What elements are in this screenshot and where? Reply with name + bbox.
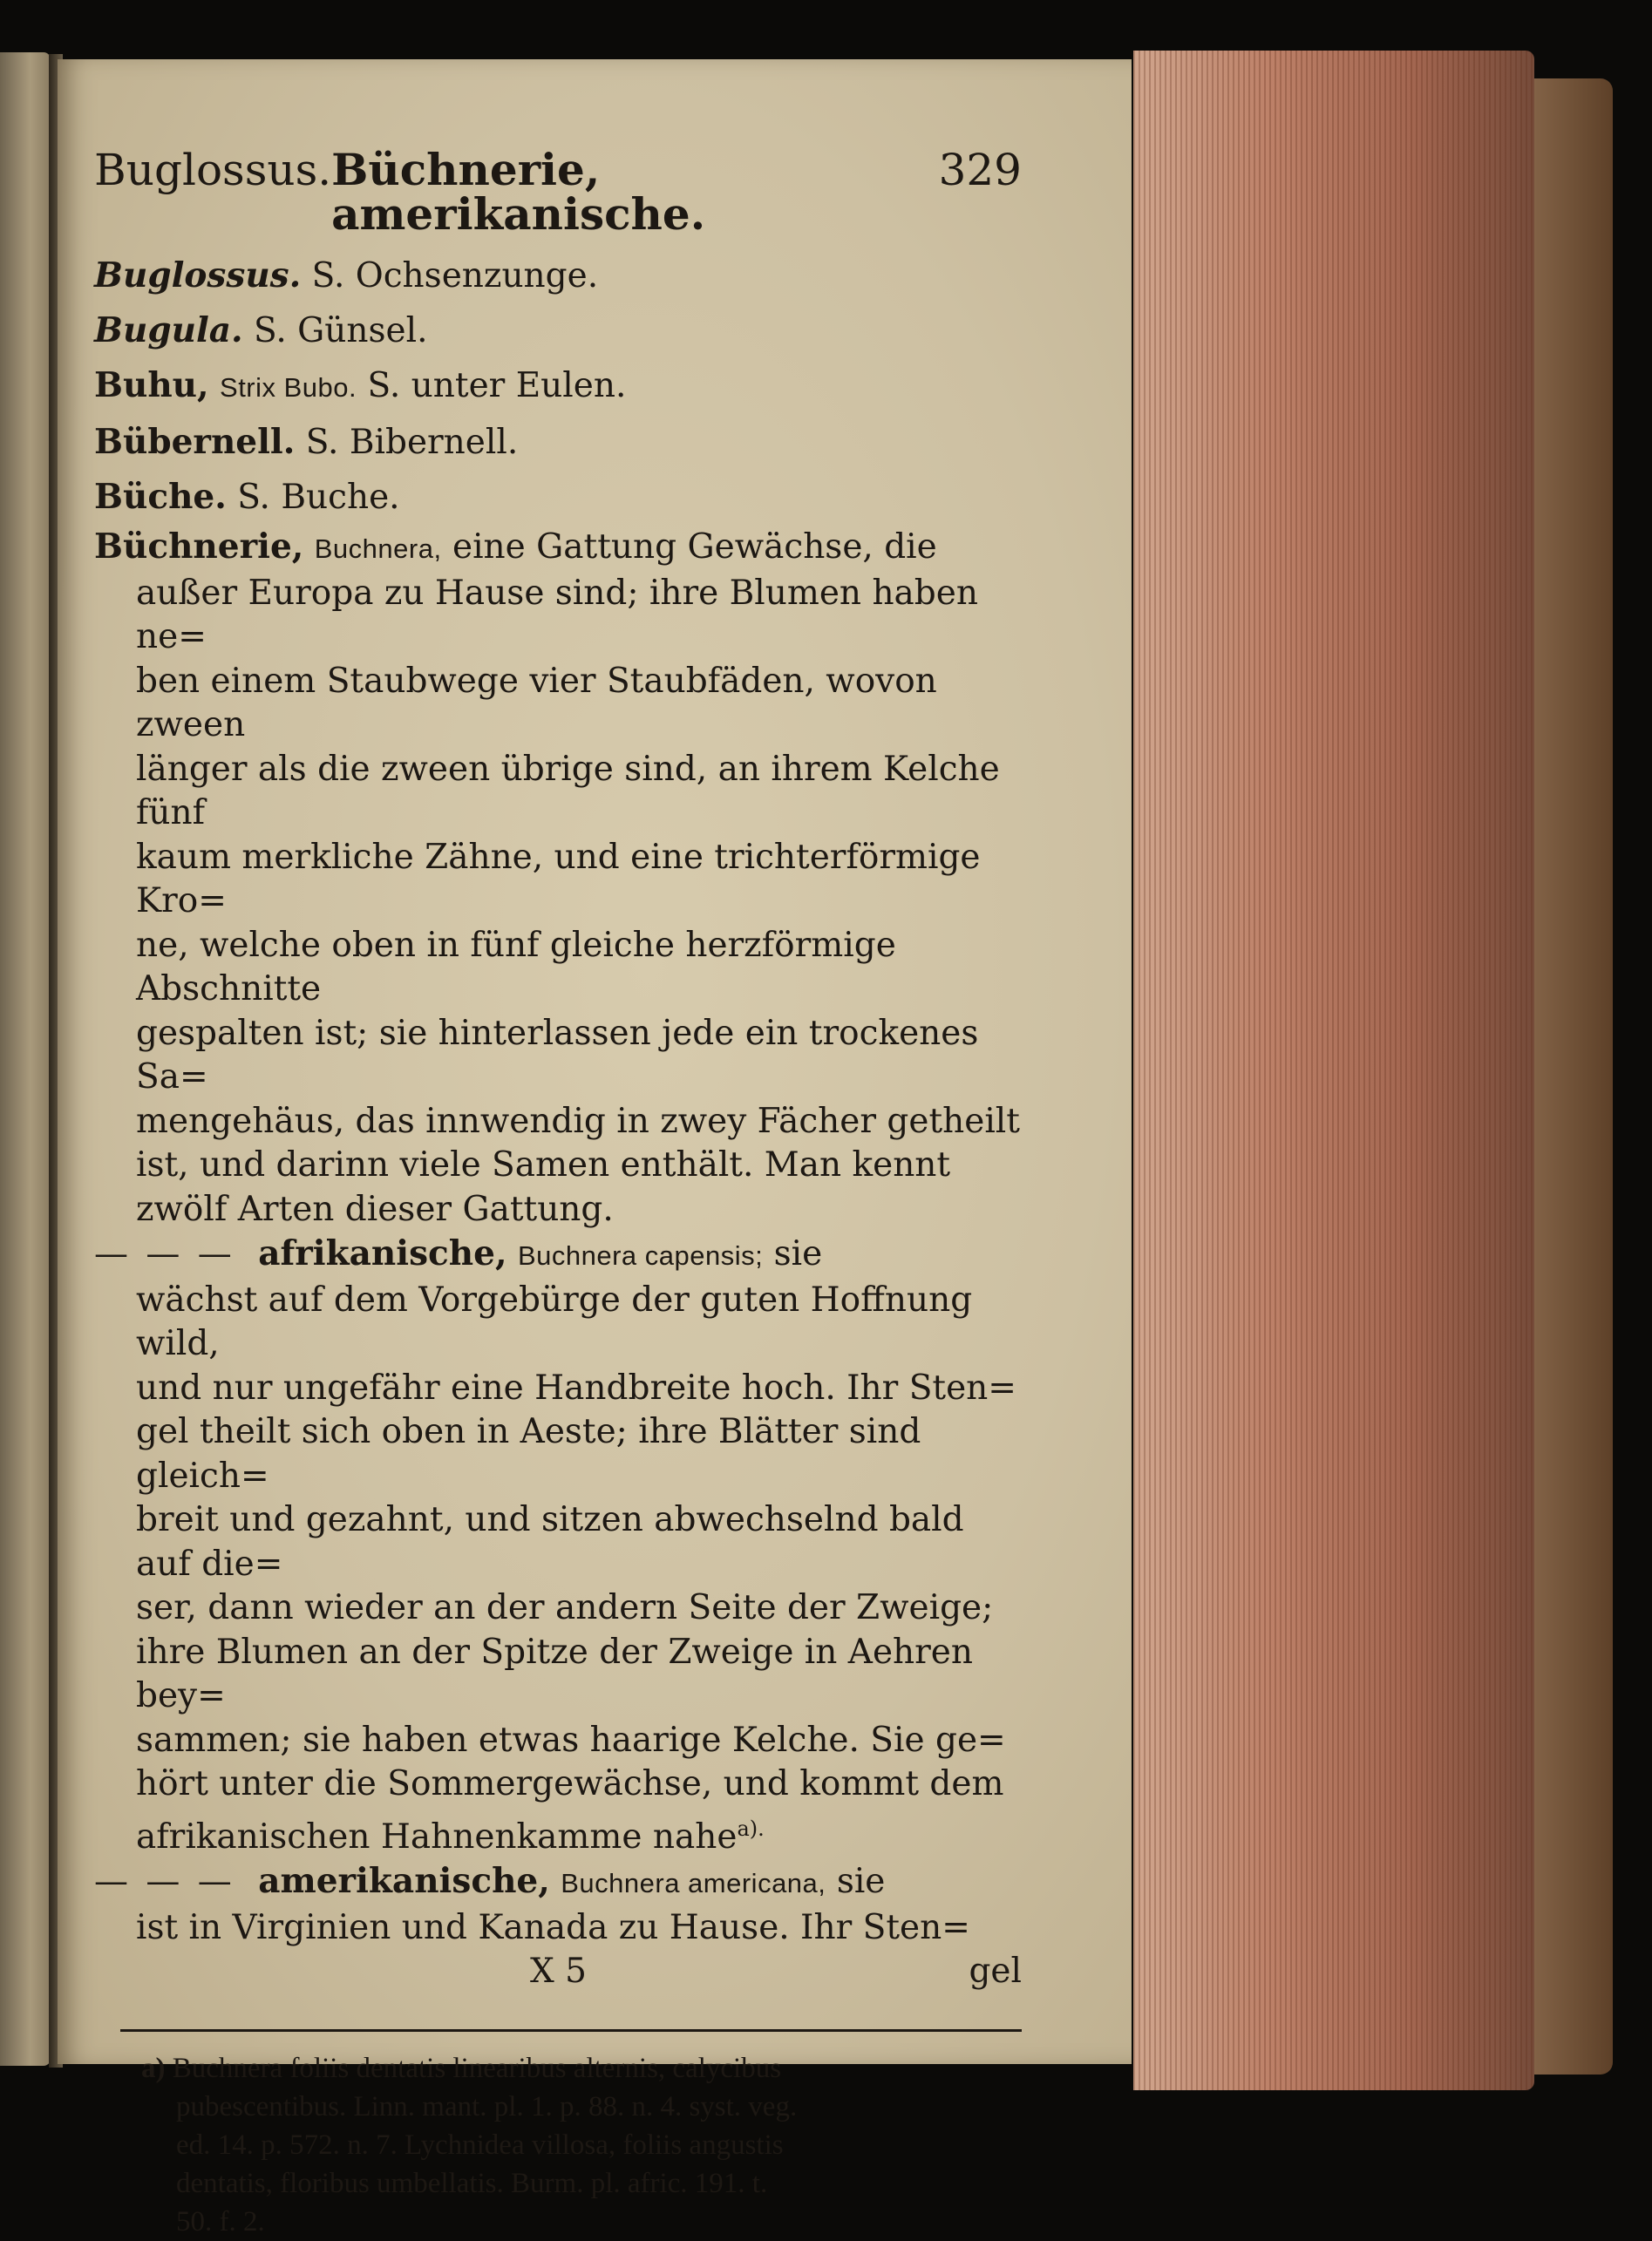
running-head-left: Buglossus. [94,145,332,195]
entry-headword: Bugula. [94,310,243,350]
entry-latin-name: Buchnera, [314,533,442,564]
entry-buglossus [94,248,1022,303]
entry-latin-name: Buchnera capensis; [517,1240,764,1271]
entry-line: kaum merkliche Zähne, und eine trichterförmige Kro= [136,837,981,920]
entry-line: ne, welche oben in fünf gleiche herzförmige Abschnitte [136,925,896,1008]
footnote-line: pubescentibus. Linn. mant. pl. 1. p. 88. n. 4. syst. veg. [176,2090,798,2122]
entry-headword: Buhu, [94,365,209,405]
entry-line: gel theilt sich oben in Aeste; ihre Blätter sind gleich= [136,1412,921,1496]
ditto-dashes: — — — [94,1234,235,1273]
entry-line: gespalten ist; sie hinterlassen jede ein trockenes Sa= [136,1013,979,1097]
running-head [94,144,1022,240]
footnote-line: Buchnera foliis dentatis linearibus alternis, calycibus [172,2052,782,2084]
footnote-line: 50. f. 2. [176,2205,265,2238]
entry-line: eine Gattung Gewächse, die [452,527,937,567]
entry-line: sie [836,1862,886,1901]
entry-headword: amerikanische, [258,1861,550,1901]
entry-text: S. Bibernell. [305,423,519,462]
entry-afrikanische [94,1232,1022,1859]
entry-line: ihre Blumen an der Spitze der Zweige in Aehren bey= [136,1632,973,1715]
footnote-line: dentatis, floribus umbellatis. Burm. pl. afric. 191. t. [176,2167,768,2199]
page-foot [94,1950,1022,1994]
signature-mark: X 5 [530,1952,587,1991]
entry-line: hört unter die Sommergewächse, und kommt dem [136,1764,1004,1803]
entry-buechnerie [94,525,1022,1232]
entry-headword: Bübernell. [94,422,296,462]
entry-bueche [94,470,1022,525]
entry-line: ser, dann wieder an der andern Seite der Zweige; [136,1588,994,1627]
entry-line: zwölf Arten dieser Gattung. [136,1189,614,1229]
footnote-mark: a) [141,2052,166,2084]
footnote [120,2049,1022,2241]
entry-text: S. unter Eulen. [367,366,627,405]
entry-line: sammen; sie haben etwas haarige Kelche. Sie ge= [136,1720,1006,1760]
entry-line: außer Europa zu Hause sind; ihre Blumen haben ne= [136,573,978,656]
entry-amerikanische [94,1859,1022,1950]
entry-latin-name: Buchnera americana, [561,1868,826,1898]
entry-latin-name: Strix Bubo. [220,372,357,403]
footnote-line: ed. 14. p. 572. n. 7. Lychnidea villosa, foliis angustis [176,2129,784,2161]
entry-buhu [94,358,1022,415]
entry-line: ben einem Staubwege vier Staubfäden, wovon zween [136,661,937,744]
entry-bugula [94,303,1022,358]
catchword: gel [969,1952,1022,1991]
entry-headword: Büchnerie, [94,526,304,567]
entry-line: länger als die zween übrige sind, an ihrem Kelche fünf [136,749,1000,832]
entry-text: S. Buche. [237,478,400,517]
entry-text: S. Günsel. [254,311,428,350]
footnote-reference: a). [737,1816,765,1841]
entry-headword: Büche. [94,477,227,517]
entry-line: mengehäus, das innwendig in zwey Fächer getheilt [136,1101,1020,1141]
entry-headword: Buglossus. [94,255,302,295]
ditto-dashes: — — — [94,1862,235,1901]
entry-line: ist, und darinn viele Samen enthält. Man kennt [136,1145,951,1185]
page-edges [1133,51,1534,2090]
entry-line: ist in Virginien und Kanada zu Hause. Ihr Sten= [136,1907,970,1947]
entry-line: breit und gezahnt, und sitzen abwechselnd bald auf die= [136,1500,964,1584]
entry-line: und nur ungefähr eine Handbreite hoch. Ihr Sten= [136,1368,1016,1408]
left-page-edge [0,52,51,2066]
entry-text: S. Ochsenzunge. [311,256,599,295]
entry-line: sie [773,1234,823,1273]
footnote-rule [120,2029,1022,2032]
entry-line: wächst auf dem Vorgebürge der guten Hoffnung wild, [136,1280,973,1363]
page-number: 329 [938,145,1022,195]
page-text [94,144,1022,2241]
running-head-title: Büchnerie, amerikanische. [331,144,706,240]
entry-headword: afrikanische, [258,1233,507,1273]
entry-buebernell [94,415,1022,470]
entry-line: afrikanischen Hahnenkamme nahe [136,1817,738,1857]
